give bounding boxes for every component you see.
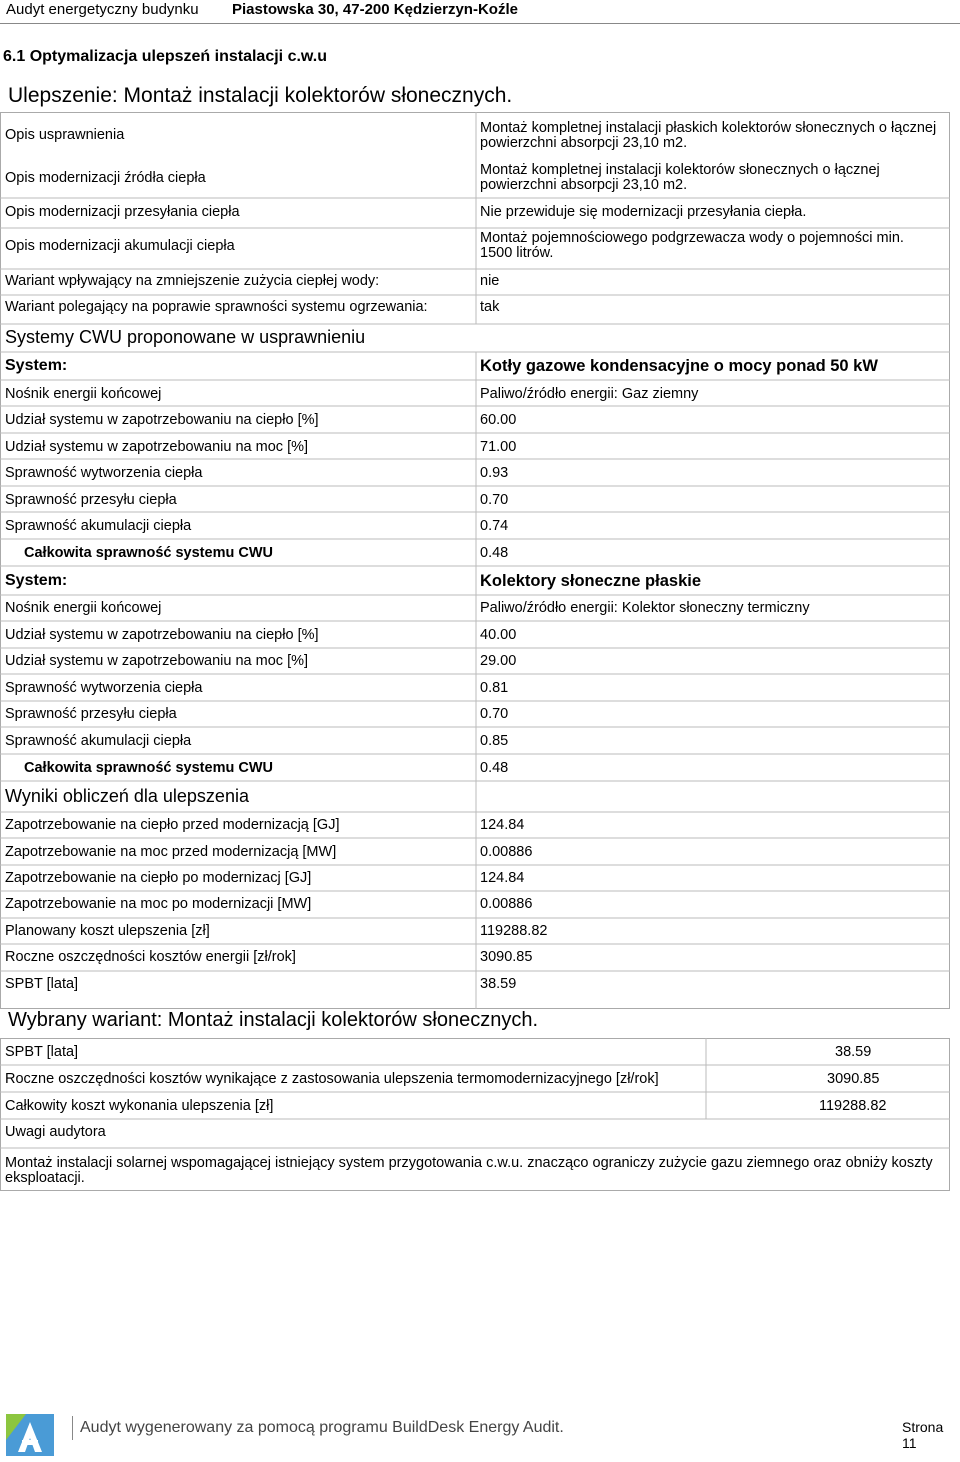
result-label: SPBT [lata] — [5, 976, 79, 992]
chosen-title: Wybrany wariant: Montaż instalacji kolektorów słonecznych. — [8, 1009, 539, 1031]
result-value: 119288.82 — [480, 923, 548, 939]
desc-label: Wariant polegający na poprawie sprawności systemu ogrzewania: — [5, 299, 428, 315]
remarks-label: Uwagi audytora — [5, 1124, 106, 1140]
system-label: System: — [5, 572, 68, 589]
desc-value: Nie przewiduje się modernizacji przesyłania ciepła. — [480, 204, 807, 220]
desc-value: tak — [480, 299, 500, 315]
system-row-value: 0.70 — [480, 492, 509, 508]
system-total-value: 0.48 — [480, 760, 509, 776]
chosen-value: 3090.85 — [827, 1071, 880, 1087]
result-label: Zapotrzebowanie na moc po modernizacji [MW] — [5, 896, 312, 912]
system-name: Kotły gazowe kondensacyjne o mocy ponad 50 kW — [480, 357, 878, 375]
system-row-label: Udział systemu w zapotrzebowaniu na ciepło [%] — [5, 627, 319, 643]
result-value: 38.59 — [480, 976, 517, 992]
header-divider — [0, 23, 960, 24]
desc-value: Montaż kompletnej instalacji płaskich kolektorów słonecznych o łącznej powierzchni absorpcji 23,10 m2. — [480, 120, 937, 151]
remarks-text: Montaż instalacji solarnej wspomagającej istniejący system przygotowania c.w.u. znacząco ograniczy zużycie gazu ziemnego oraz obniży koszty eksploatacji. — [5, 1155, 933, 1186]
chosen-value: 38.59 — [835, 1044, 872, 1060]
system-row-value: 0.74 — [480, 518, 509, 534]
chosen-label: Roczne oszczędności kosztów wynikające z zastosowania ulepszenia termomodernizacyjnego [zł/rok] — [5, 1071, 659, 1087]
desc-value: Montaż pojemnościowego podgrzewacza wody o pojemności min. 1500 litrów. — [480, 230, 904, 261]
carrier-label: Nośnik energii końcowej — [5, 386, 162, 402]
result-label: Zapotrzebowanie na ciepło przed modernizacją [GJ] — [5, 817, 340, 833]
results-title: Wyniki obliczeń dla ulepszenia — [5, 786, 249, 806]
result-label: Zapotrzebowanie na ciepło po modernizacj [GJ] — [5, 870, 312, 886]
result-label: Planowany koszt ulepszenia [zł] — [5, 923, 210, 939]
result-value: 0.00886 — [480, 896, 533, 912]
system-label: System: — [5, 357, 68, 374]
system-row-label: Udział systemu w zapotrzebowaniu na moc [%] — [5, 439, 309, 455]
section-title: 6.1 Optymalizacja ulepszeń instalacji c.w.u — [3, 48, 327, 65]
system-row-label: Sprawność akumulacji ciepła — [5, 518, 192, 534]
system-row-label: Udział systemu w zapotrzebowaniu na ciepło [%] — [5, 412, 319, 428]
result-value: 124.84 — [480, 817, 525, 833]
desc-label: Opis usprawnienia — [5, 127, 125, 143]
system-row-value: 0.81 — [480, 680, 509, 696]
desc-value: nie — [480, 273, 500, 289]
builddesk-logo-icon — [4, 1414, 56, 1456]
chosen-value: 119288.82 — [819, 1098, 887, 1114]
page-number: Strona 11 — [902, 1419, 944, 1451]
footer-divider — [72, 1416, 73, 1440]
desc-label: Wariant wpływający na zmniejszenie zużycia ciepłej wody: — [5, 273, 380, 289]
result-value: 3090.85 — [480, 949, 533, 965]
system-total-label: Całkowita sprawność systemu CWU — [24, 760, 273, 776]
improvement-title: Ulepszenie: Montaż instalacji kolektorów słonecznych. — [8, 84, 513, 107]
carrier-label: Nośnik energii końcowej — [5, 600, 162, 616]
system-row-label: Sprawność przesyłu ciepła — [5, 492, 177, 508]
system-row-value: 60.00 — [480, 412, 517, 428]
system-row-value: 40.00 — [480, 627, 517, 643]
system-total-label: Całkowita sprawność systemu CWU — [24, 545, 273, 561]
carrier-value: Paliwo/źródło energii: Gaz ziemny — [480, 386, 699, 402]
system-row-label: Udział systemu w zapotrzebowaniu na moc [%] — [5, 653, 309, 669]
desc-label: Opis modernizacji źródła ciepła — [5, 170, 206, 186]
system-row-value: 29.00 — [480, 653, 517, 669]
system-row-label: Sprawność wytworzenia ciepła — [5, 465, 203, 481]
system-name: Kolektory słoneczne płaskie — [480, 572, 702, 590]
system-row-value: 0.85 — [480, 733, 509, 749]
header-address: Piastowska 30, 47-200 Kędzierzyn-Koźle — [232, 1, 518, 18]
desc-value: Montaż kompletnej instalacji kolektorów słonecznych o łącznej powierzchni absorpcji 23,10 m2. — [480, 162, 880, 193]
chosen-label: SPBT [lata] — [5, 1044, 79, 1060]
desc-label: Opis modernizacji przesyłania ciepła — [5, 204, 240, 220]
result-value: 124.84 — [480, 870, 525, 886]
system-row-label: Sprawność akumulacji ciepła — [5, 733, 192, 749]
header-title: Audyt energetyczny budynku — [6, 1, 199, 18]
system-row-label: Sprawność przesyłu ciepła — [5, 706, 177, 722]
system-row-value: 0.93 — [480, 465, 509, 481]
systems-title: Systemy CWU proponowane w usprawnieniu — [5, 327, 366, 347]
result-label: Roczne oszczędności kosztów energii [zł/rok] — [5, 949, 296, 965]
desc-label: Opis modernizacji akumulacji ciepła — [5, 238, 235, 254]
result-value: 0.00886 — [480, 844, 533, 860]
system-total-value: 0.48 — [480, 545, 509, 561]
row-grid — [0, 112, 950, 1009]
system-row-value: 0.70 — [480, 706, 509, 722]
chosen-label: Całkowity koszt wykonania ulepszenia [zł] — [5, 1098, 274, 1114]
system-row-value: 71.00 — [480, 439, 517, 455]
result-label: Zapotrzebowanie na moc przed modernizacją [MW] — [5, 844, 337, 860]
footer-text: Audyt wygenerowany za pomocą programu BuildDesk Energy Audit. — [80, 1419, 564, 1436]
carrier-value: Paliwo/źródło energii: Kolektor słoneczny termiczny — [480, 600, 810, 616]
system-row-label: Sprawność wytworzenia ciepła — [5, 680, 203, 696]
